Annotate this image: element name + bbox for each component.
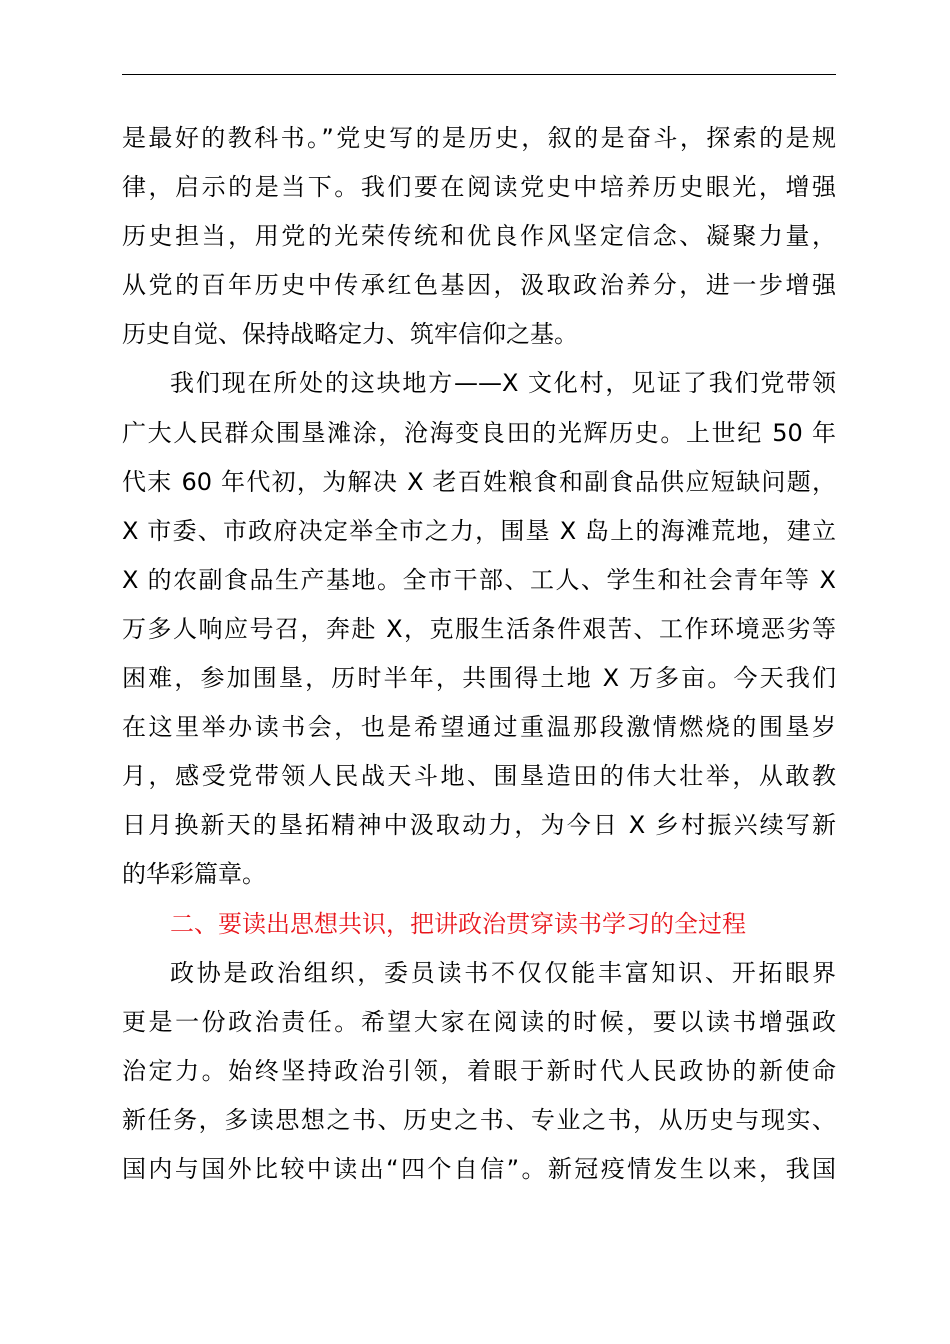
text-line: 代末 60 年代初，为解决 X 老百姓粮食和副食品供应短缺问题， (122, 467, 836, 496)
text-line: X 的农副食品生产基地。全市干部、工人、学生和社会青年等 X (122, 565, 836, 594)
text-line: 广大人民群众围垦滩涂，沧海变良田的光辉历史。上世纪 50 年 (122, 418, 836, 447)
text-line: 万多人响应号召，奔赴 X，克服生活条件艰苦、工作环境恶劣等 (122, 614, 836, 643)
text-line: 新任务，多读思想之书、历史之书、专业之书，从历史与现实、 (122, 1105, 836, 1134)
body-text (122, 114, 836, 1194)
header-rule (122, 74, 836, 75)
text-line: 历史自觉、保持战略定力、筑牢信仰之基。 (122, 320, 578, 349)
text-line: 国内与国外比较中读出“四个自信”。新冠疫情发生以来，我国 (122, 1154, 836, 1183)
text-line: 政协是政治组织，委员读书不仅仅能丰富知识、开拓眼界 (170, 958, 836, 987)
text-line: 历史担当，用党的光荣传统和优良作风坚定信念、凝聚力量， (122, 222, 836, 251)
text-line: 日月换新天的垦拓精神中汲取动力，为今日 X 乡村振兴续写新 (122, 811, 836, 840)
text-line: 更是一份政治责任。希望大家在阅读的时候，要以读书增强政 (122, 1007, 836, 1036)
text-line: 困难，参加围垦，历时半年，共围得土地 X 万多亩。今天我们 (122, 664, 836, 693)
text-line: X 市委、市政府决定举全市之力，围垦 X 岛上的海滩荒地，建立 (122, 516, 836, 545)
text-line: 律，启示的是当下。我们要在阅读党史中培养历史眼光，增强 (122, 173, 836, 202)
text-line: 月，感受党带领人民战天斗地、围垦造田的伟大壮举，从敢教 (122, 762, 836, 791)
text-line: 的华彩篇章。 (122, 860, 266, 889)
text-line: 我们现在所处的这块地方——X 文化村，见证了我们党带领 (170, 369, 836, 398)
text-line: 是最好的教科书。”党史写的是历史，叙的是奋斗，探索的是规 (122, 124, 836, 152)
text-line: 治定力。始终坚持政治引领，着眼于新时代人民政协的新使命 (122, 1056, 836, 1085)
text-line: 从党的百年历史中传承红色基因，汲取政治养分，进一步增强 (122, 271, 836, 300)
text-line: 在这里举办读书会，也是希望通过重温那段激情燃烧的围垦岁 (122, 713, 836, 742)
section-heading: 二、要读出思想共识，把讲政治贯穿读书学习的全过程 (170, 909, 746, 938)
